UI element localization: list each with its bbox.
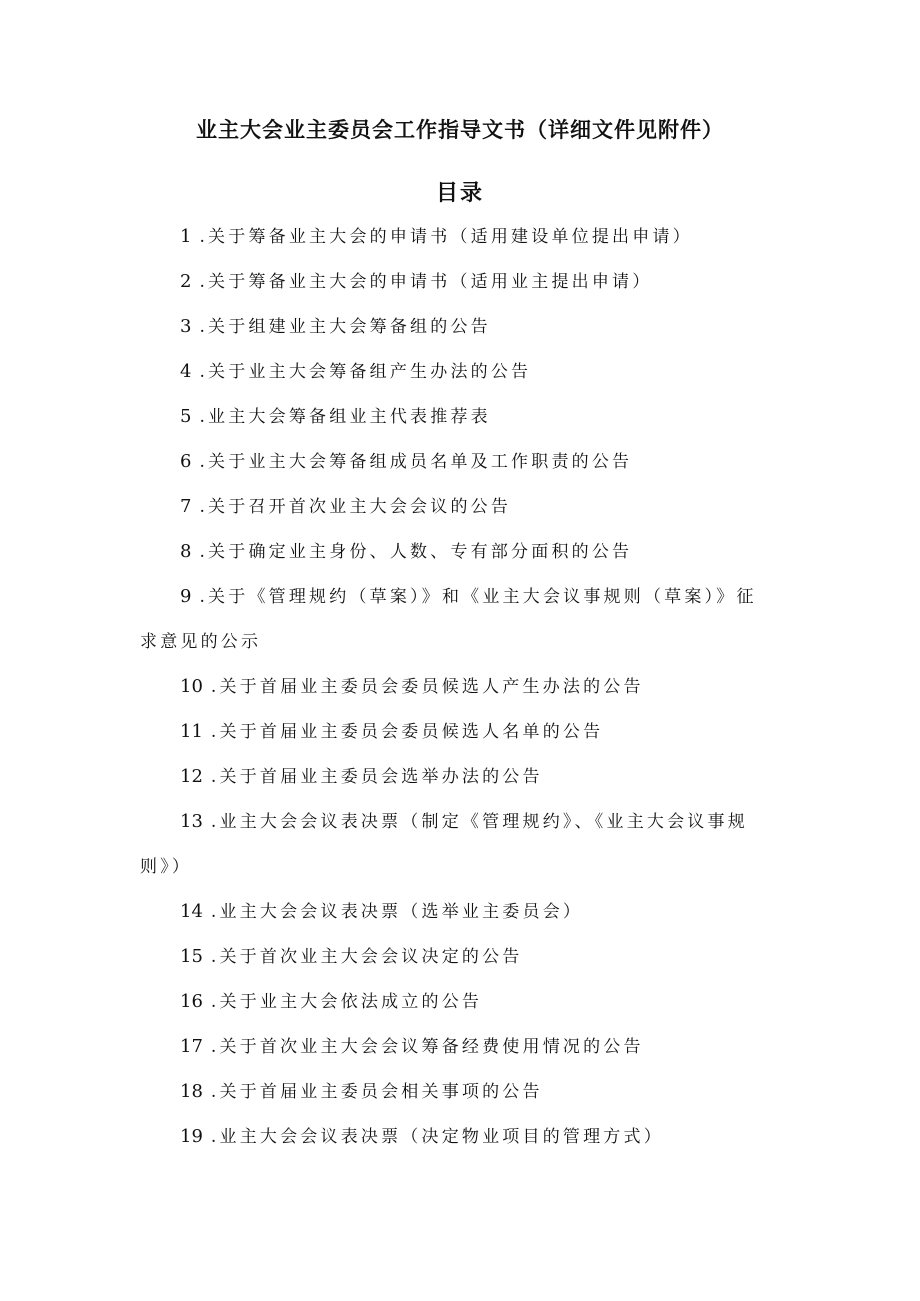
toc-heading: 目录 [435,181,484,206]
toc-item [140,718,790,763]
toc-item [140,763,790,808]
toc-item-line [140,493,790,538]
toc-item-number: 15 [180,946,203,967]
toc-item [140,898,790,943]
toc-item [140,313,790,358]
toc-item-line [140,1033,790,1078]
toc-item-text: .关于首届业主委员会委员候选人产生办法的公告 [210,677,644,697]
toc-item-number: 16 [180,991,203,1012]
toc-item [140,673,790,718]
toc-item-number: 19 [180,1126,203,1147]
toc-item-line [140,403,790,448]
toc-item-line [140,268,790,313]
toc-item-number: 7 [180,496,192,517]
toc-item-text: .关于筹备业主大会的申请书（适用业主提出申请） [199,272,653,292]
toc-item [140,808,790,898]
toc-item-text: .关于业主大会依法成立的公告 [210,992,483,1012]
toc-item-text: .关于组建业主大会筹备组的公告 [199,317,491,337]
toc-item [140,1033,790,1078]
toc-item [140,268,790,313]
toc-item-text: .业主大会会议表决票（制定《管理规约》、《业主大会议事规 [210,812,748,832]
toc-item-text: .关于召开首次业主大会会议的公告 [199,497,512,517]
toc-item-text: .关于筹备业主大会的申请书（适用建设单位提出申请） [199,227,693,247]
toc-item-text: .业主大会会议表决票（决定物业项目的管理方式） [210,1127,664,1147]
toc-item-continuation: 则》） [140,857,193,877]
toc-item-number: 6 [180,451,192,472]
toc-item [140,1078,790,1123]
toc-item-line [140,673,790,718]
toc-item-line [140,448,790,493]
toc-item-text: .关于首届业主委员会选举办法的公告 [210,767,543,787]
toc-item-text: .关于业主大会筹备组产生办法的公告 [199,362,532,382]
toc-item-number: 1 [180,226,192,247]
document-title: 业主大会业主委员会工作指导文书（详细文件见附件） [196,118,724,142]
toc-item-continuation: 求意见的公示 [140,632,262,652]
toc-item-text: .关于首届业主委员会相关事项的公告 [210,1082,543,1102]
toc-item-line [140,943,790,988]
toc-item-number: 13 [180,811,203,832]
toc-item-text: .关于《管理规约（草案）》和《业主大会议事规则（草案）》征 [199,587,757,607]
toc-item-line [140,898,790,943]
toc-item [140,988,790,1033]
toc-item-line [140,538,790,583]
toc-item [140,358,790,403]
toc-item-line [140,358,790,403]
toc-item-line [140,223,790,268]
toc-item-number: 10 [180,676,203,697]
toc-item [140,223,790,268]
toc-item-number: 2 [180,271,192,292]
toc-item-text: .业主大会会议表决票（选举业主委员会） [210,902,584,922]
toc-item-number: 5 [180,406,192,427]
toc-list [140,223,790,1168]
toc-item-text: .关于确定业主身份、人数、专有部分面积的公告 [199,542,633,562]
toc-item-text: .关于业主大会筹备组成员名单及工作职责的公告 [199,452,633,472]
toc-item-text: .关于首次业主大会会议决定的公告 [210,947,523,967]
toc-item [140,493,790,538]
toc-item-text: .业主大会筹备组业主代表推荐表 [199,407,491,427]
toc-item [140,583,790,673]
toc-item-number: 17 [180,1036,203,1057]
toc-item-text: .关于首次业主大会会议筹备经费使用情况的公告 [210,1037,644,1057]
toc-item-text: .关于首届业主委员会委员候选人名单的公告 [210,722,604,742]
toc-item-number: 9 [180,586,192,607]
toc-item [140,538,790,583]
toc-item [140,943,790,988]
toc-item-line [140,763,790,808]
toc-item-number: 18 [180,1081,203,1102]
toc-item-line [140,1078,790,1123]
toc-item [140,448,790,493]
toc-item-number: 11 [180,721,203,742]
toc-item-number: 12 [180,766,203,787]
toc-item-number: 8 [180,541,192,562]
toc-item [140,1123,790,1168]
toc-item-line [140,313,790,358]
toc-item-line [140,1123,790,1168]
toc-item [140,403,790,448]
toc-item-line [140,988,790,1033]
toc-item-line [140,583,790,628]
toc-item-number: 3 [180,316,192,337]
toc-item-number: 14 [180,901,203,922]
toc-item-line [140,718,790,763]
toc-item-line [140,808,790,853]
toc-item-number: 4 [180,361,192,382]
